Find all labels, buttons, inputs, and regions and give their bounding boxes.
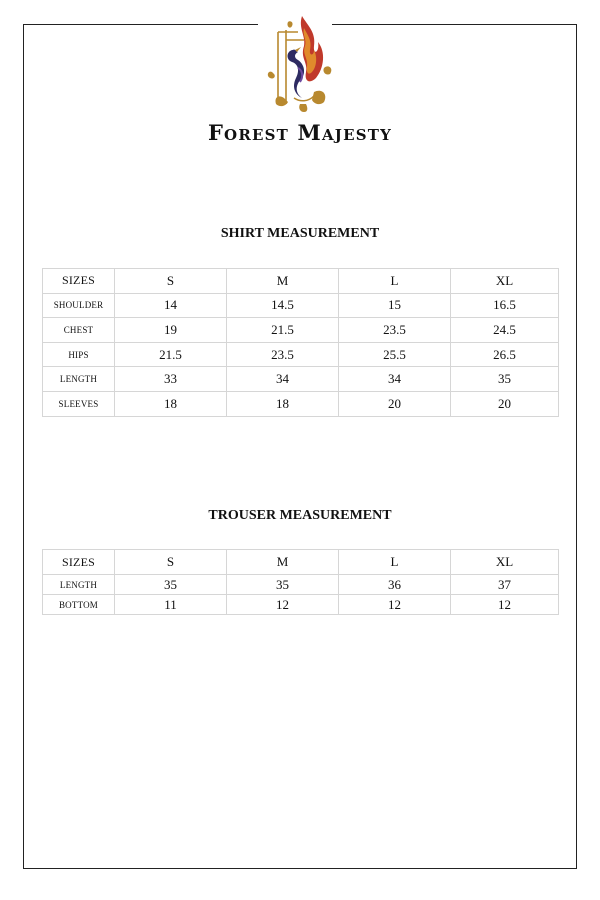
- header-cell: XL: [451, 269, 559, 294]
- table-cell: 19: [115, 318, 227, 343]
- table-cell: 33: [115, 367, 227, 392]
- table-header-row: [43, 269, 559, 294]
- table-row: [43, 293, 559, 318]
- table-cell: 37: [451, 575, 559, 595]
- table-cell: 12: [339, 595, 451, 615]
- table-row: [43, 595, 559, 615]
- table-cell: 20: [451, 391, 559, 416]
- table-cell: 15: [339, 293, 451, 318]
- brand-name: Forest Majesty: [207, 120, 393, 145]
- header-cell: XL: [451, 550, 559, 575]
- header-cell: SIZES: [43, 269, 115, 294]
- header-cell: S: [115, 550, 227, 575]
- table-cell: 35: [115, 575, 227, 595]
- header-cell: L: [339, 269, 451, 294]
- table-row: [43, 391, 559, 416]
- table-row: [43, 318, 559, 343]
- shirt-measurement-title: SHIRT MEASUREMENT: [220, 226, 380, 241]
- table-cell: 18: [115, 391, 227, 416]
- table-cell: 23.5: [339, 318, 451, 343]
- row-label: LENGTH: [43, 575, 115, 595]
- row-label: CHEST: [43, 318, 115, 343]
- table-cell: 18: [227, 391, 339, 416]
- table-cell: 34: [227, 367, 339, 392]
- peacock-crest-logo-icon: [264, 12, 336, 114]
- table-cell: 14.5: [227, 293, 339, 318]
- header-cell: SIZES: [43, 550, 115, 575]
- page-frame: [23, 24, 577, 869]
- table-cell: 25.5: [339, 342, 451, 367]
- trouser-measurement-title: TROUSER MEASUREMENT: [208, 508, 392, 523]
- table-cell: 26.5: [451, 342, 559, 367]
- row-label: HIPS: [43, 342, 115, 367]
- table-cell: 36: [339, 575, 451, 595]
- table-row: [43, 575, 559, 595]
- table-cell: 34: [339, 367, 451, 392]
- table-row: [43, 367, 559, 392]
- table-cell: 12: [451, 595, 559, 615]
- trouser-measurement-table: [42, 549, 559, 615]
- table-cell: 16.5: [451, 293, 559, 318]
- row-label: BOTTOM: [43, 595, 115, 615]
- table-header-row: [43, 550, 559, 575]
- table-cell: 35: [227, 575, 339, 595]
- table-cell: 23.5: [227, 342, 339, 367]
- table-cell: 24.5: [451, 318, 559, 343]
- header-cell: M: [227, 550, 339, 575]
- table-cell: 14: [115, 293, 227, 318]
- shirt-measurement-table: [42, 268, 559, 417]
- table-cell: 35: [451, 367, 559, 392]
- table-cell: 21.5: [115, 342, 227, 367]
- row-label: SLEEVES: [43, 391, 115, 416]
- table-row: [43, 342, 559, 367]
- row-label: LENGTH: [43, 367, 115, 392]
- table-cell: 11: [115, 595, 227, 615]
- header-cell: M: [227, 269, 339, 294]
- table-cell: 20: [339, 391, 451, 416]
- header-cell: L: [339, 550, 451, 575]
- row-label: SHOULDER: [43, 293, 115, 318]
- header-cell: S: [115, 269, 227, 294]
- table-cell: 12: [227, 595, 339, 615]
- table-cell: 21.5: [227, 318, 339, 343]
